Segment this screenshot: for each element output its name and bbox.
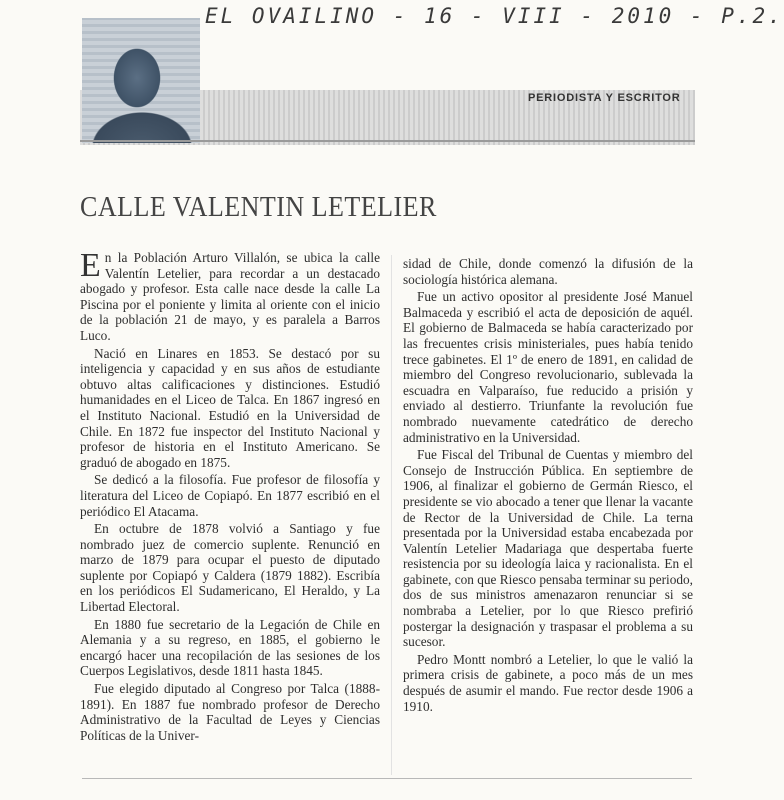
paragraph [80,247,380,344]
handwritten-source-note: EL OVAILINO - 16 - VIII - 2010 - P.2. [205,4,784,28]
paragraph: Pedro Montt nombró a Letelier, lo que le valió la primera crisis de gabinete, a poco más de un mes después de asumir el mando. Fue rector desde 1906 a 1910. [403,651,693,714]
column-separator [391,255,392,775]
paragraph: sidad de Chile, donde comenzó la difusión de la sociología histórica alemana. [403,256,693,287]
paragraph: Se dedicó a la filosofía. Fue profesor de filosofía y literatura del Liceo de Copiapó. En 1877 escribió en el periódico El Atacama. [80,472,380,519]
bottom-rule [82,778,692,779]
paragraph: Fue Fiscal del Tribunal de Cuentas y miembro del Consejo de Instrucción Pública. En septiembre de 1906, al finalizar el gobierno de Germán Riesco, el presidente se vio abocado a tener que llenar la vacante de Rector de la Universidad de Chile. La terna presentada por la Universidad estaba encabezada por Valentín Letelier Madariaga que despertaba fuerte resistencia por su ideología laica y racionalista. En el gabinete, con que Riesco pensaba terminar su periodo, dos de sus ministros amenazaron renunciar si se nombraba a Letelier, por lo que Riesco prefirió postergar la designación y traspasar el problema a su sucesor. [403,447,693,650]
article-right-column [403,256,693,716]
paragraph: En octubre de 1878 volvió a Santiago y fue nombrado juez de comercio suplente. Renunció en marzo de 1879 para ocupar el puesto de diputado suplente por Copiapó y Caldera (1879 1882). Escribía en los periódicos El Sudamericano, El Heraldo, y La Libertad Electoral. [80,521,380,615]
drop-cap: E [80,247,101,284]
column-kicker: PERIODISTA Y ESCRITOR [528,92,681,104]
paragraph: Fue elegido diputado al Congreso por Talca (1888-1891). En 1887 fue nombrado profesor de Derecho Administrativo de la Facultad de Leyes y Ciencias Políticas de la Univer- [80,681,380,743]
banner-divider [80,140,695,142]
article-title: CALLE VALENTIN LETELIER [80,192,437,223]
paragraph-text: n la Población Arturo Villalón, se ubica la calle Valentín Letelier, para recordar a un destacado abogado y profesor. Esta calle nace desde la calle La Piscina por el poniente y limita al oriente con el inicio de la población 21 de mayo, y es paralela a Barros Luco. [80,250,380,343]
paragraph: Fue un activo opositor al presidente José Manuel Balmaceda y escribió el acta de deposición de aquél. El gobierno de Balmaceda se había caracterizado por las frecuentes crisis ministeriales, pues había tenido trece gabinetes. El 1º de enero de 1891, en calidad de miembro del Congreso revolucionario, sublevada la escuadra en Valparaíso, fue reducido a prisión y enviado al destierro. Triunfante la revolución fue nombrado nuevamente catedrático de derecho administrativo en la Universidad. [403,289,693,445]
paragraph: En 1880 fue secretario de la Legación de Chile en Alemania y a su regreso, en 1885, el gobierno le encargó hacer una recopilación de las sesiones de los Cuerpos Legislativos, desde 1811 hasta 1845. [80,616,380,679]
paragraph: Nació en Linares en 1853. Se destacó por su inteligencia y capacidad y en sus años de estudiante obtuvo altas calificaciones y distinciones. Estudió humanidades en el Liceo de Talca. En 1867 ingresó en el Instituto Nacional. Estudió en la Universidad de Chile. En 1872 fue inspector del Instituto Nacional y profesor de historia en el Instituto Americano. Se graduó de abogado en 1875. [80,345,380,470]
author-portrait [82,18,200,143]
article-left-column [80,247,380,745]
